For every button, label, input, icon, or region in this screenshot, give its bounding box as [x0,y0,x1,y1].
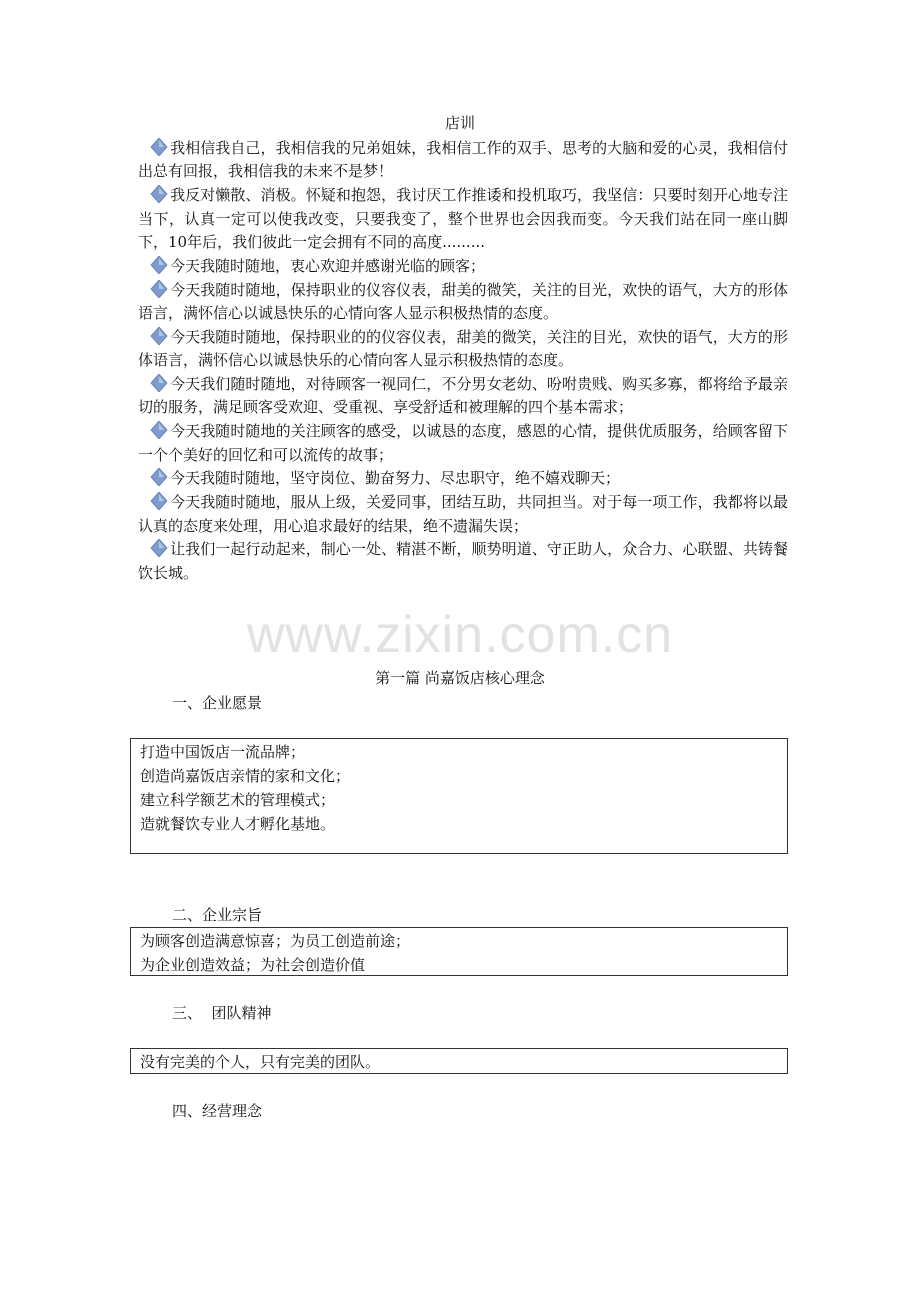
creed-item [138,373,788,420]
creed-item [138,326,788,373]
creed-item [138,491,788,538]
creed-item-text: 我相信我自己，我相信我的兄弟姐妹，我相信工作的双手、思考的大脑和爱的心灵，我相信付出总有回报，我相信我的未来不是梦！ [138,139,788,181]
purpose-box [130,927,788,976]
creed-item-text: 今天我随时随地，坚守岗位、勤奋努力、尽忠职守，绝不嬉戏聊天； [170,469,621,488]
creed-item [138,184,788,254]
chapter-title: 第一篇 尚嘉饭店核心理念 [375,669,545,687]
section-heading-purpose: 二、企业宗旨 [172,906,263,924]
diamond-bullet-icon [150,185,168,203]
team-box [130,1048,788,1074]
creed-item [138,467,788,490]
document-title: 店训 [444,114,475,132]
creed-item-text: 今天我随时随地，保持职业的仪容仪表，甜美的微笑，关注的目光，欢快的语气，大方的形体语言，满怀信心以诚恳快乐的心情向客人显示积极热情的态度。 [138,280,788,323]
creed-item-text: 今天我随时随地，保持职业的的仪容仪表，甜美的微笑，关注的目光，欢快的语气，大方的形体语言，满怀信心以诚恳快乐的心情向客人显示积极热情的态度。 [138,327,788,370]
diamond-bullet-icon [150,256,168,274]
creed-item [138,420,788,467]
section-heading-vision: 一、企业愿景 [172,694,263,712]
creed-item-text: 我反对懒散、消极。怀疑和抱怨，我讨厌工作推诿和投机取巧，我坚信：只要时刻开心地专注当下，认真一定可以使我改变，只要我变了，整个世界也会因我而变。今天我们站在同一座山脚下，10年后，我们彼此一定会拥有不同的高度......... [138,186,788,252]
vision-line: 打造中国饭店一流品牌； [140,743,306,761]
purpose-line: 为顾客创造满意惊喜；为员工创造前途； [140,932,411,950]
diamond-bullet-icon [150,280,168,298]
diamond-bullet-icon [150,374,168,392]
creed-item [138,279,788,326]
creed-item [138,137,788,184]
diamond-bullet-icon [150,539,168,557]
creed-item [138,538,788,585]
team-line: 没有完美的个人，只有完美的团队。 [140,1053,381,1071]
purpose-line: 为企业创造效益；为社会创造价值 [140,956,366,974]
diamond-bullet-icon [150,468,168,486]
vision-box [130,738,788,854]
creed-item-text: 让我们一起行动起来，制心一处、精湛不断，顺势明道、守正助人，众合力、心联盟、共铸餐饮长城。 [138,540,788,582]
diamond-bullet-icon [150,138,168,156]
diamond-bullet-icon [150,327,168,345]
creed-list [138,137,788,586]
creed-item [138,255,788,278]
vision-line: 造就餐饮专业人才孵化基地。 [140,815,336,833]
creed-item-text: 今天我随时随地，衷心欢迎并感谢光临的顾客； [170,256,486,275]
creed-item-text: 今天我们随时随地，对待顾客一视同仁，不分男女老幼、吩咐贵贱、购买多寡，都将给予最亲切的服务，满足顾客受欢迎、受重视、享受舒适和被理解的四个基本需求； [138,375,788,417]
vision-line: 创造尚嘉饭店亲情的家和文化； [140,767,351,785]
diamond-bullet-icon [150,492,168,510]
section-heading-philosophy: 四、经营理念 [172,1102,263,1120]
creed-item-text: 今天我随时随地，服从上级，关爱同事，团结互助，共同担当。对于每一项工作，我都将以最认真的态度来处理，用心追求最好的结果，绝不遗漏失误； [138,493,788,535]
section-heading-team: 三、 团队精神 [172,1004,272,1022]
creed-item-text: 今天我随时随地的关注顾客的感受，以诚恳的态度，感恩的心情，提供优质服务，给顾客留下一个个美好的回忆和可以流传的故事； [138,422,788,464]
diamond-bullet-icon [150,421,168,439]
watermark-text: www.zixin.com.cn [246,606,674,664]
vision-line: 建立科学额艺术的管理模式； [140,791,336,809]
